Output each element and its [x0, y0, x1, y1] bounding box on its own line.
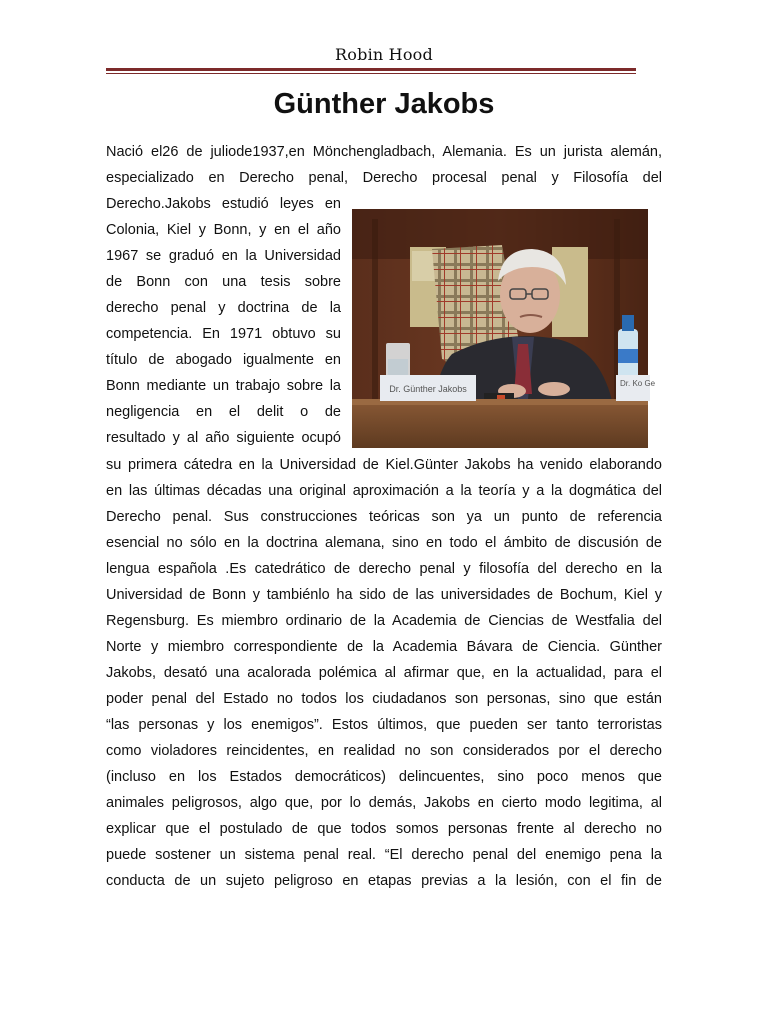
body-line: derecho penal y doctrina de la	[106, 300, 341, 316]
body-line: como violadores reincidentes, en realidad no son considerados por el derecho	[106, 743, 662, 759]
body-line: en las últimas décadas una original aproximación a la teoría y a la dogmática del	[106, 483, 662, 499]
header-rule-thick	[106, 68, 636, 71]
body-line: su primera cátedra en la Universidad de Kiel.Günter Jakobs ha venido elaborando	[106, 457, 662, 473]
body-line: explicar que el postulado de que todos somos personas frente al derecho no	[106, 821, 662, 837]
running-header: Robin Hood	[335, 45, 433, 64]
body-line: Universidad de Bonn y tambiénlo ha sido de las universidades de Bochum, Kiel y	[106, 587, 662, 603]
body-line: (incluso en los Estados democráticos) delincuentes, sino poco menos que	[106, 769, 662, 785]
body-line: Nació el26 de juliode1937,en Mönchengladbach, Alemania. Es un jurista alemán,	[106, 144, 662, 160]
nameplate-left-text: Dr. Günther Jakobs	[389, 384, 467, 394]
body-line: Derecho penal. Sus construcciones teóricas son ya un punto de referencia	[106, 509, 662, 525]
body-line: lengua española .Es catedrático de derecho penal y filosofía del derecho en la	[106, 561, 662, 577]
body-line: conducta de un sujeto peligroso en etapas previas a la lesión, con el fin de	[106, 873, 662, 889]
body-line: Jakobs, desató una acalorada polémica al afirmar que, en la actualidad, para el	[106, 665, 662, 681]
portrait-photo	[352, 209, 656, 448]
body-line: poder penal del Estado no todos los ciudadanos son personas, sino que están	[106, 691, 662, 707]
body-line: Colonia, Kiel y Bonn, y en el año	[106, 222, 341, 238]
body-line: Regensburg. Es miembro ordinario de la Academia de Ciencias de Westfalia del	[106, 613, 662, 629]
body-line: puede sostener un sistema penal real. “El derecho penal del enemigo pena la	[106, 847, 662, 863]
body-line: especializado en Derecho penal, Derecho procesal penal y Filosofía del	[106, 170, 662, 186]
article-title: Günther Jakobs	[273, 88, 495, 120]
body-line: título de abogado igualmente en	[106, 352, 341, 368]
body-line: competencia. En 1971 obtuvo su	[106, 326, 341, 342]
header-rule-thin	[106, 73, 636, 74]
body-line: esencial no sólo en la doctrina alemana, sino en todo el ámbito de discusión de	[106, 535, 662, 551]
body-line: “las personas y los enemigos”. Estos últimos, que pueden ser tanto terroristas	[106, 717, 662, 733]
body-line: animales peligrosos, algo que, por lo demás, Jakobs en cierto modo legitima, al	[106, 795, 662, 811]
body-line: negligencia en el delit o de	[106, 404, 341, 420]
body-line: Norte y miembro correspondiente de la Academia Bávara de Ciencia. Günther	[106, 639, 662, 655]
body-line: 1967 se graduó en la Universidad	[106, 248, 341, 264]
nameplate-right-text: Dr. Ko Ge	[620, 379, 656, 388]
body-line: de Bonn con una tesis sobre	[106, 274, 341, 290]
body-line: resultado y al año siguiente ocupó	[106, 430, 341, 446]
body-line: Bonn mediante un trabajo sobre la	[106, 378, 341, 394]
body-line: Derecho.Jakobs estudió leyes en	[106, 196, 341, 212]
